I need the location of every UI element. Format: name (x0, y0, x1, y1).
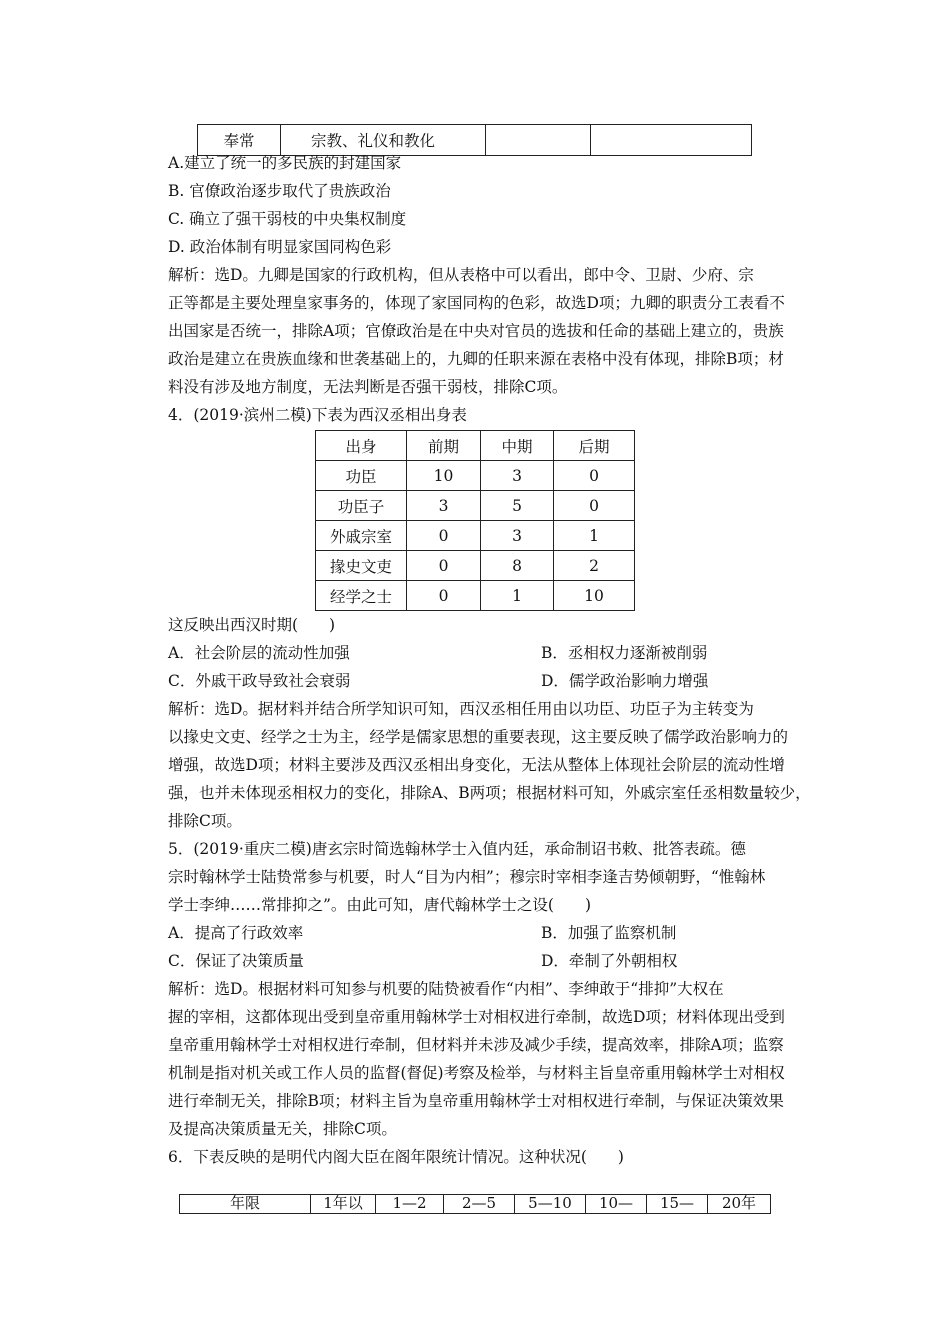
table-cell: 2 (554, 551, 635, 581)
table-cell: 掾史文吏 (316, 551, 407, 581)
q3-analysis-line: 解析：选D。九卿是国家的行政机构，但从表格中可以看出，郎中令、卫尉、少府、宗 (168, 266, 754, 284)
table-cell: 3 (407, 491, 481, 521)
table-cell: 0 (407, 581, 481, 611)
table-cell: 0 (407, 521, 481, 551)
table-cell: 10 (554, 581, 635, 611)
q4-analysis-line: 排除C项。 (168, 812, 242, 830)
table-header: 1—2 (376, 1195, 444, 1214)
q4-analysis-line: 增强，故选D项；材料主要涉及西汉丞相出身变化，无法从整体上体现社会阶层的流动性增 (168, 756, 785, 774)
table-cell: 3 (481, 461, 554, 491)
q4-option-b: B．丞相权力逐渐被削弱 (541, 644, 708, 662)
q4-question: 这反映出西汉时期( ) (168, 616, 336, 634)
q5-analysis-line: 握的宰相，这都体现出受到皇帝重用翰林学士对相权进行牵制，故选D项；材料体现出受到 (168, 1008, 785, 1026)
q5-analysis-line: 机制是指对机关或工作人员的监督(督促)考察及检举，与材料主旨皇帝重用翰林学士对相权 (168, 1064, 785, 1082)
q5-analysis-line: 解析：选D。根据材料可知参与机要的陆贽被看作“内相”、李绅敢于“排抑”大权在 (168, 980, 724, 998)
table-row (316, 581, 635, 611)
table-row (316, 521, 635, 551)
q5-analysis-line: 及提高决策质量无关，排除C项。 (168, 1120, 397, 1138)
table-header: 15— (647, 1195, 708, 1214)
table-header-row (316, 431, 635, 461)
q3-analysis-line: 政治是建立在贵族血缘和世袭基础上的，九卿的任职来源在表格中没有体现，排除B项；材 (168, 350, 784, 368)
q6-table (179, 1194, 771, 1214)
q3-analysis-line: 正等都是主要处理皇家事务的，体现了家国同构的色彩，故选D项；九卿的职责分工表看不 (168, 294, 785, 312)
table-row (316, 491, 635, 521)
q5-option-a: A．提高了行政效率 (168, 924, 304, 942)
table-header: 出身 (316, 431, 407, 461)
table-cell: 宗教、礼仪和教化 (281, 125, 486, 156)
table-cell: 3 (481, 521, 554, 551)
table-row (198, 125, 752, 156)
table-cell: 外戚宗室 (316, 521, 407, 551)
q5-stem-line: 5．(2019·重庆二模)唐玄宗时简选翰林学士入值内廷，承命制诏书敕、批答表疏。德 (168, 840, 746, 858)
table-cell: 经学之士 (316, 581, 407, 611)
table-cell: 奉常 (198, 125, 281, 156)
q3-option-a: A.建立了统一的多民族的封建国家 (168, 154, 402, 172)
q4-analysis-line: 强，也并未体现丞相权力的变化，排除A、B两项；根据材料可知，外戚宗室任丞相数量较少， (168, 784, 811, 802)
q5-stem-line: 学士李绅……常排抑之”。由此可知，唐代翰林学士之设( ) (168, 896, 592, 914)
q4-option-c: C．外戚干政导致社会衰弱 (168, 672, 351, 690)
q4-option-a: A．社会阶层的流动性加强 (168, 644, 350, 662)
table-cell: 0 (554, 491, 635, 521)
q6-stem: 6．下表反映的是明代内阁大臣在阁年限统计情况。这种状况( ) (168, 1148, 624, 1166)
q4-analysis-line: 以掾史文吏、经学之士为主，经学是儒家思想的重要表现，这主要反映了儒学政治影响力的 (168, 728, 789, 746)
q4-table (315, 430, 635, 611)
table-header: 前期 (407, 431, 481, 461)
table-row (316, 551, 635, 581)
q3-option-d: D. 政治体制有明显家国同构色彩 (168, 238, 392, 256)
table-header: 10— (586, 1195, 647, 1214)
q5-option-d: D．牵制了外朝相权 (541, 952, 678, 970)
table-header-row (180, 1195, 771, 1214)
table-cell: 功臣子 (316, 491, 407, 521)
q4-stem: 4．(2019·滨州二模)下表为西汉丞相出身表 (168, 406, 467, 424)
table-header: 20年 (708, 1195, 771, 1214)
q4-option-d: D．儒学政治影响力增强 (541, 672, 709, 690)
table-cell: 1 (481, 581, 554, 611)
q5-option-b: B．加强了监察机制 (541, 924, 677, 942)
table-cell (591, 125, 752, 156)
q5-option-c: C．保证了决策质量 (168, 952, 304, 970)
table-cell: 功臣 (316, 461, 407, 491)
table-header: 后期 (554, 431, 635, 461)
q3-analysis-line: 料没有涉及地方制度，无法判断是否强干弱枝，排除C项。 (168, 378, 568, 396)
table-header: 年限 (180, 1195, 311, 1214)
table-cell: 8 (481, 551, 554, 581)
table-header: 5—10 (515, 1195, 586, 1214)
table-cell: 10 (407, 461, 481, 491)
q3-option-c: C. 确立了强干弱枝的中央集权制度 (168, 210, 407, 228)
table-row (316, 461, 635, 491)
q3-option-b: B. 官僚政治逐步取代了贵族政治 (168, 182, 391, 200)
q5-analysis-line: 进行牵制无关，排除B项；材料主旨为皇帝重用翰林学士对相权进行牵制，与保证决策效果 (168, 1092, 784, 1110)
q5-analysis-line: 皇帝重用翰林学士对相权进行牵制，但材料并未涉及减少手续，提高效率，排除A项；监察 (168, 1036, 784, 1054)
q4-analysis-line: 解析：选D。据材料并结合所学知识可知，西汉丞相任用由以功臣、功臣子为主转变为 (168, 700, 754, 718)
q5-stem-line: 宗时翰林学士陆贽常参与机要，时人“目为内相”；穆宗时宰相李逢吉势倾朝野，“惟翰林 (168, 868, 766, 886)
table-cell: 0 (407, 551, 481, 581)
table-cell: 1 (554, 521, 635, 551)
table-header: 2—5 (444, 1195, 515, 1214)
table-cell (486, 125, 591, 156)
table-cell: 5 (481, 491, 554, 521)
table-header: 1年以 (311, 1195, 376, 1214)
q3-analysis-line: 出国家是否统一，排除A项；官僚政治是在中央对官员的选拔和任命的基础上建立的，贵族 (168, 322, 784, 340)
table-header: 中期 (481, 431, 554, 461)
table-cell: 0 (554, 461, 635, 491)
